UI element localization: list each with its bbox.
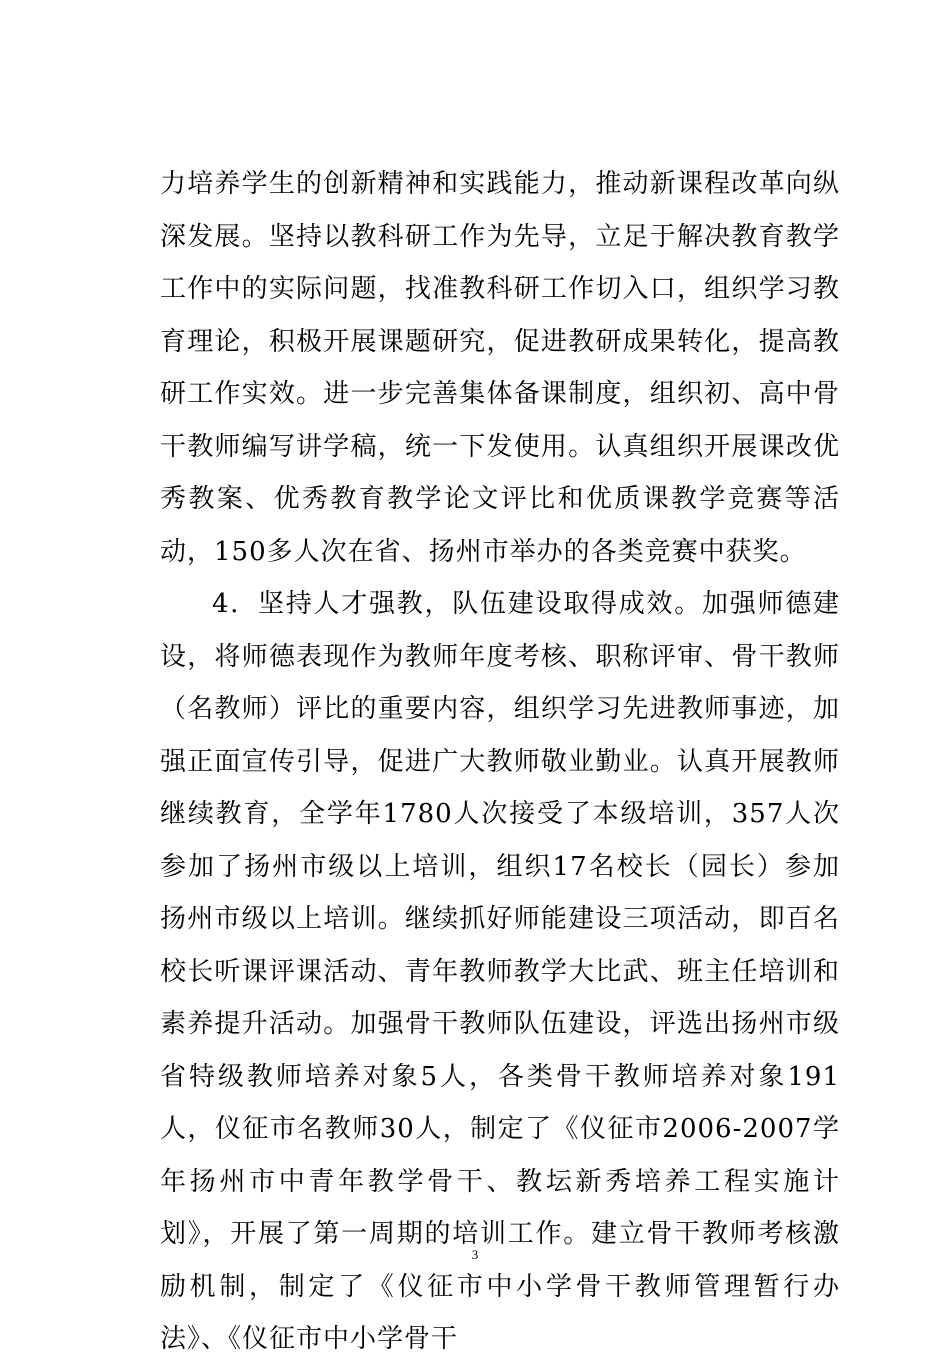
page-number: 3 (471, 1247, 479, 1262)
paragraph-1: 力培养学生的创新精神和实践能力，推动新课程改革向纵深发展。坚持以教科研工作为先导，立足于解决教育教学工作中的实际问题，找准教科研工作切入口，组织学习教育理论，积极开展课题研究，促进教研成果转化，提高教研工作实效。进一步完善集体备课制度，组织初、高中骨干教师编写讲学稿，统一下发使用。认真组织开展课改优秀教案、优秀教育教学论文评比和优质课教学竞赛等活动，150多人次在省、扬州市举办的各类竞赛中获奖。 (160, 169, 840, 567)
body-text (160, 158, 840, 1366)
paragraph-2: 4．坚持人才强教，队伍建设取得成效。加强师德建设，将师德表现作为教师年度考核、职称评审、骨干教师（名教师）评比的重要内容，组织学习先进教师事迹，加强正面宣传引导，促进广大教师敬业勤业。认真开展教师继续教育，全学年1780人次接受了本级培训，357人次参加了扬州市级以上培训，组织17名校长（园长）参加扬州市级以上培训。继续抓好师能建设三项活动，即百名校长听课评课活动、青年教师教学大比武、班主任培训和素养提升活动。加强骨干教师队伍建设，评选出扬州市级省特级教师培养对象5人，各类骨干教师培养对象191人，仪征市名教师30人，制定了《仪征市2006-2007学年扬州市中青年教学骨干、教坛新秀培养工程实施计划》，开展了第一周期的培训工作。建立骨干教师考核激励机制，制定了《仪征市中小学骨干教师管理暂行办法》、《仪征市中小学骨干 (160, 589, 840, 1354)
